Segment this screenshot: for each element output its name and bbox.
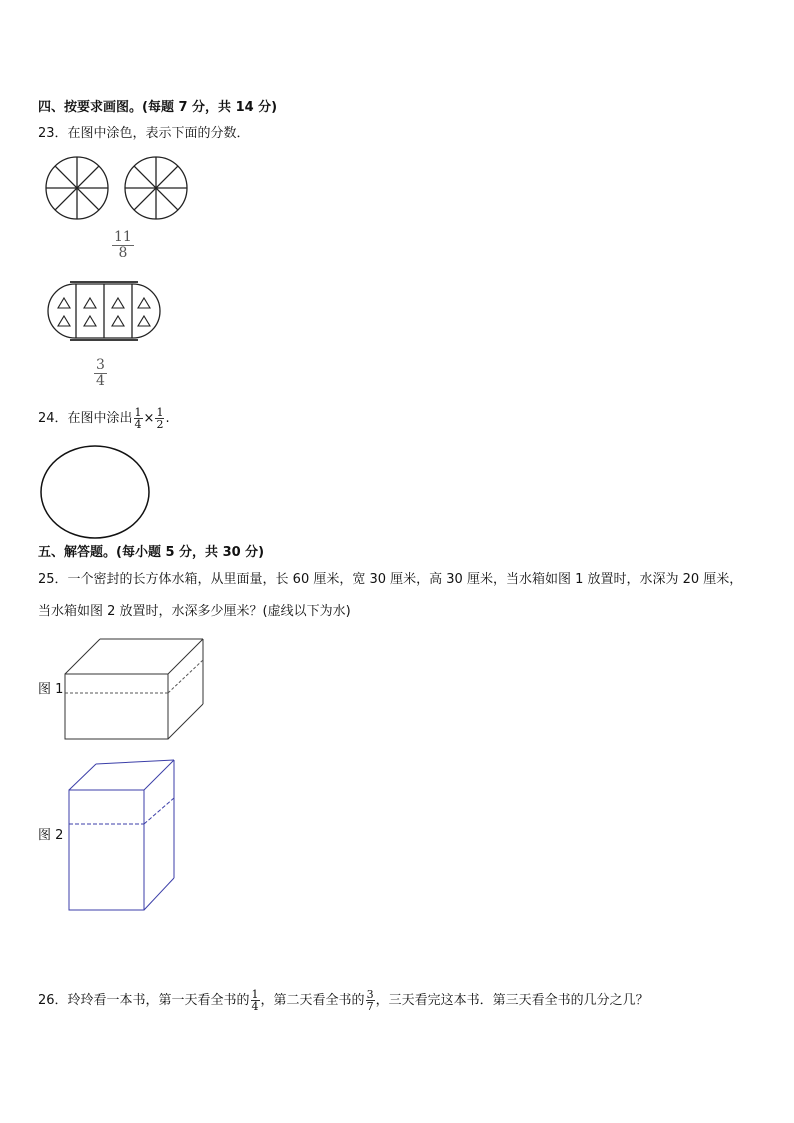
section-5-heading: 五、解答题。(每小题 5 分，共 30 分) xyxy=(38,545,265,560)
eighths-circles-figure xyxy=(42,154,202,224)
fraction-denominator: 4 xyxy=(251,1000,259,1013)
q24-prefix: 24．在图中涂出 xyxy=(38,411,133,426)
blank-ellipse-figure xyxy=(38,444,158,544)
fraction-one-quarter xyxy=(251,989,260,1012)
fraction-denominator: 2 xyxy=(156,418,164,431)
fraction-numerator: 11 xyxy=(114,229,132,245)
times-sign: × xyxy=(143,411,155,426)
fraction-denominator: 4 xyxy=(134,418,142,431)
fraction-one-half xyxy=(155,407,164,430)
q24-suffix: . xyxy=(165,411,170,426)
question-24-text xyxy=(38,404,170,434)
tank-figure-1 xyxy=(62,636,212,746)
fraction-eleven-eighths xyxy=(112,230,134,261)
question-23-text: 23．在图中涂色，表示下面的分数． xyxy=(38,126,250,141)
tank-figure-2 xyxy=(66,756,186,916)
fraction-one-quarter xyxy=(134,407,143,430)
fraction-numerator: 3 xyxy=(96,357,105,373)
fraction-three-quarters xyxy=(94,358,107,389)
q26-part-1: 26．玲玲看一本书，第一天看全书的 xyxy=(38,993,250,1008)
figure-1-label: 图 1 xyxy=(38,682,64,697)
question-25-line-2: 当水箱如图 2 放置时，水深多少厘米？(虚线以下为水) xyxy=(38,604,351,619)
fraction-numerator: 3 xyxy=(366,988,374,1001)
fraction-denominator: 4 xyxy=(96,373,105,389)
q26-part-2: ，第二天看全书的 xyxy=(260,993,365,1008)
fraction-denominator: 8 xyxy=(118,245,128,261)
question-26-text xyxy=(38,986,649,1016)
question-25-line-1: 25．一个密封的长方体水箱，从里面量，长 60 厘米，宽 30 厘米，高 30 厘米，当水箱如图 1 放置时，水深为 20 厘米， xyxy=(38,572,743,587)
figure-2-label: 图 2 xyxy=(38,828,64,843)
fraction-numerator: 1 xyxy=(156,406,164,419)
fraction-denominator: 7 xyxy=(366,1000,374,1013)
fraction-numerator: 1 xyxy=(251,988,259,1001)
section-4-heading: 四、按要求画图。(每题 7 分，共 14 分) xyxy=(38,100,278,115)
triangles-oval-figure xyxy=(46,278,166,348)
q26-part-3: ，三天看完这本书．第三天看全书的几分之几？ xyxy=(375,993,649,1008)
eighths-circle-left xyxy=(46,157,108,219)
fraction-three-sevenths xyxy=(366,989,375,1012)
eighths-circle-right xyxy=(125,157,187,219)
fraction-numerator: 1 xyxy=(134,406,142,419)
